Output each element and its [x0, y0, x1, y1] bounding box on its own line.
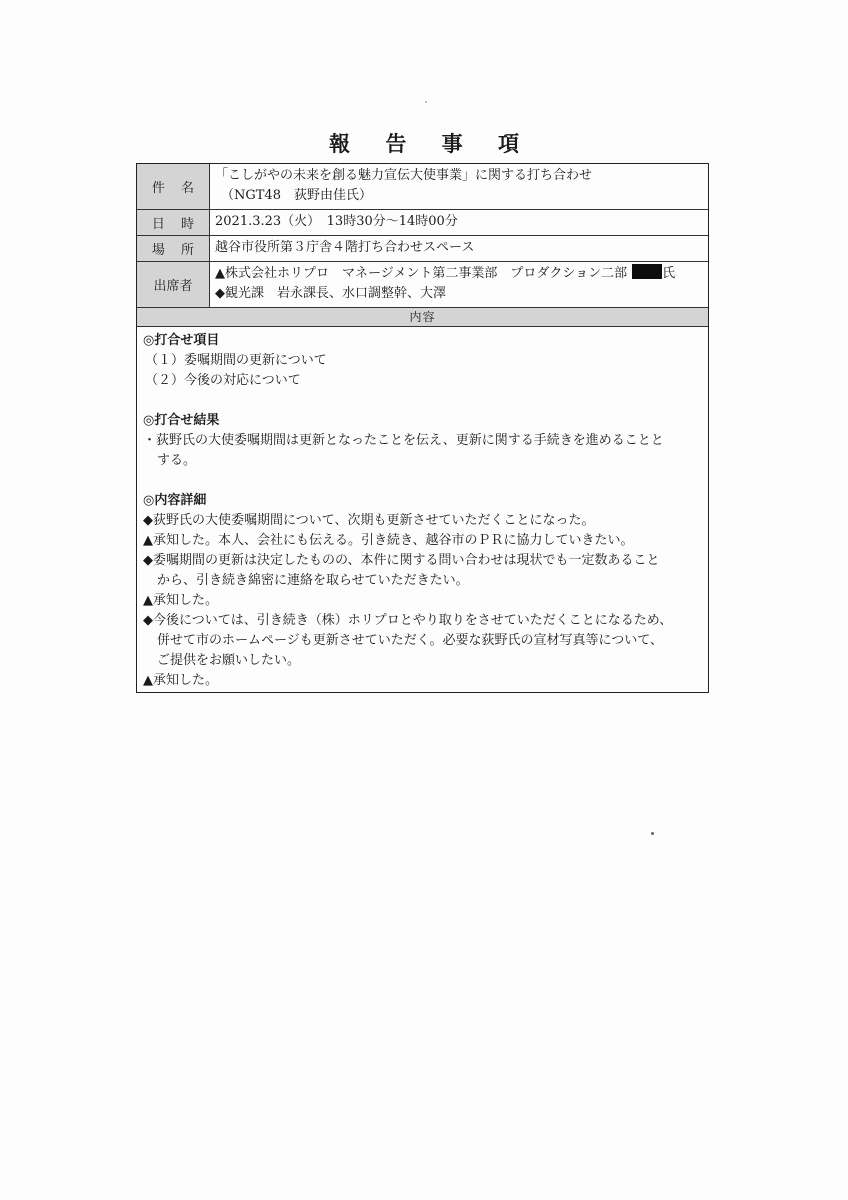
place-label: 場 所 [137, 236, 210, 261]
subject-line: （NGT48 荻野由佳氏） [221, 188, 372, 203]
subject-value [210, 164, 708, 209]
details-line: 併せて市のホームページも更新させていただく。必要な荻野氏の宣材写真等について、 [157, 633, 663, 648]
details-line: から、引き続き綿密に連絡を取らせていただきたい。 [157, 573, 469, 588]
scan-speck [425, 101, 427, 103]
details-line: ▲承知した。 [143, 593, 218, 608]
attendee-line [215, 264, 704, 284]
datetime-row [137, 210, 708, 236]
attendee-company: ▲株式会社ホリプロ マネージメント第二事業部 プロダクション二部 [215, 266, 628, 281]
details-line: ご提供をお願いしたい。 [157, 653, 301, 668]
result-line: する。 [157, 453, 197, 468]
redaction-block [632, 264, 662, 279]
details-line: ◆委嘱期間の更新は決定したものの、本件に関する問い合わせは現状でも一定数あること [143, 553, 660, 568]
content-body [137, 327, 708, 692]
place-line: 越谷市役所第３庁舎４階打ち合わせスペース [215, 240, 475, 255]
place-row [137, 236, 708, 262]
details-line: ◆今後については、引き続き（株）ホリプロとやり取りをさせていただくことになるため、 [143, 613, 673, 628]
result-heading: ◎打合せ結果 [143, 413, 220, 428]
details-line: ▲承知した。本人、会社にも伝える。引き続き、越谷市のＰＲに協力していきたい。 [143, 533, 634, 548]
scan-speck [651, 832, 654, 835]
attendees-value [210, 262, 708, 307]
attendees-row [137, 262, 708, 308]
details-list [143, 511, 702, 691]
datetime-line: 2021.3.23（火） 13時30分～14時00分 [215, 214, 458, 229]
subject-label: 件 名 [137, 164, 210, 209]
content-header: 内容 [137, 308, 708, 327]
subject-row [137, 164, 708, 210]
report-table [136, 163, 709, 693]
page-title: 報 告 事 項 [329, 132, 533, 156]
subject-line: 「こしがやの未来を創る魅力宣伝大使事業」に関する打ち合わせ [215, 168, 593, 183]
details-line: ▲承知した。 [143, 673, 218, 688]
place-value [210, 236, 708, 261]
attendee-line: ◆観光課 岩永課長、水口調整幹、大澤 [215, 286, 446, 301]
datetime-value [210, 210, 708, 235]
details-line: ◆荻野氏の大使委嘱期間について、次期も更新させていただくことになった。 [143, 513, 595, 528]
agenda-heading: ◎打合せ項目 [143, 333, 220, 348]
result-line: ・荻野氏の大使委嘱期間は更新となったことを伝え、更新に関する手続きを進めることと [143, 433, 664, 448]
attendees-label: 出席者 [137, 262, 210, 307]
spacer [143, 391, 702, 411]
agenda-item: （２）今後の対応について [145, 373, 301, 388]
spacer [143, 471, 702, 491]
attendee-honorific: 氏 [662, 266, 676, 281]
datetime-label: 日 時 [137, 210, 210, 235]
details-heading: ◎内容詳細 [143, 493, 207, 508]
agenda-item: （１）委嘱期間の更新について [145, 353, 327, 368]
